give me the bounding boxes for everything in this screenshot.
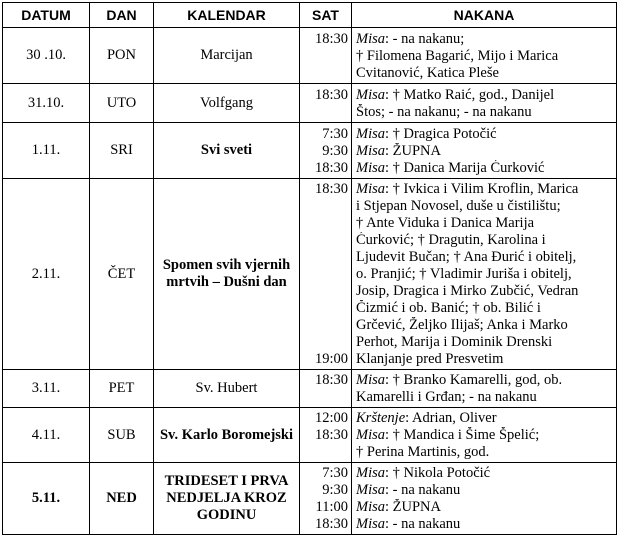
intention-line bbox=[352, 482, 616, 499]
intention-cell bbox=[352, 123, 617, 179]
intention-text: : † Nikola Potočić bbox=[385, 465, 491, 481]
intention-type: Misa bbox=[356, 181, 385, 197]
time-spacer bbox=[300, 334, 351, 351]
intention-type: Misa bbox=[356, 427, 385, 443]
time-spacer bbox=[300, 232, 351, 249]
intention-line bbox=[352, 410, 616, 427]
schedule-row bbox=[3, 84, 617, 123]
header-sat: SAT bbox=[300, 3, 352, 28]
intention-text: : † Danica Marija Ćurković bbox=[385, 160, 545, 176]
intention-line bbox=[352, 104, 616, 121]
intention-line bbox=[352, 215, 616, 232]
intention-cell bbox=[352, 370, 617, 408]
time-spacer bbox=[300, 444, 351, 461]
time-spacer bbox=[300, 249, 351, 266]
intention-cell bbox=[352, 408, 617, 463]
mass-time: 18:30 bbox=[314, 427, 348, 443]
intention-cell bbox=[352, 84, 617, 123]
mass-time: 19:00 bbox=[314, 351, 348, 367]
mass-time: 18:30 bbox=[314, 181, 348, 197]
day-cell: PET bbox=[90, 370, 154, 408]
date-cell: 3.11. bbox=[3, 370, 90, 408]
intention-text: † Filomena Bagarić, Mijo i Marica bbox=[356, 48, 559, 64]
intention-line bbox=[352, 427, 616, 444]
intention-type: Misa bbox=[356, 160, 385, 176]
intention-line bbox=[352, 198, 616, 215]
calendar-cell: Marcijan bbox=[154, 28, 300, 84]
intention-cell bbox=[352, 179, 617, 370]
header-kalendar: KALENDAR bbox=[154, 3, 300, 28]
intention-line bbox=[352, 351, 616, 368]
intention-line bbox=[352, 65, 616, 82]
time-cell bbox=[300, 28, 352, 84]
intention-line bbox=[352, 249, 616, 266]
intention-line bbox=[352, 232, 616, 249]
schedule-row bbox=[3, 463, 617, 535]
intention-line bbox=[352, 465, 616, 482]
intention-type: Krštenje bbox=[356, 410, 406, 426]
intention-type: Misa bbox=[356, 143, 385, 159]
intention-type: Misa bbox=[356, 482, 385, 498]
intention-text: Kamarelli i Grđan; - na nakanu bbox=[356, 389, 537, 405]
date-cell: 30 .10. bbox=[3, 28, 90, 84]
schedule-row bbox=[3, 179, 617, 370]
time-spacer bbox=[300, 48, 351, 65]
time-spacer bbox=[300, 283, 351, 300]
intention-line bbox=[352, 160, 616, 177]
intention-text: : † Matko Raić, god., Danijel bbox=[385, 87, 555, 103]
date-cell: 2.11. bbox=[3, 179, 90, 370]
calendar-cell: Sv. Hubert bbox=[154, 370, 300, 408]
header-datum: DATUM bbox=[3, 3, 90, 28]
time-spacer bbox=[300, 317, 351, 334]
time-spacer bbox=[300, 104, 351, 121]
day-cell: ČET bbox=[90, 179, 154, 370]
intention-text: Josip, Dragica i Mirko Zubčić, Vedran bbox=[356, 283, 579, 299]
time-cell bbox=[300, 84, 352, 123]
intention-line bbox=[352, 300, 616, 317]
intention-line bbox=[352, 87, 616, 104]
intention-text: Ćurković; † Dragutin, Karolina i bbox=[356, 232, 546, 248]
intention-line bbox=[352, 389, 616, 406]
intention-type: Misa bbox=[356, 499, 385, 515]
date-cell: 31.10. bbox=[3, 84, 90, 123]
mass-time: 7:30 bbox=[322, 126, 348, 142]
day-cell: NED bbox=[90, 463, 154, 535]
intention-text: : ŽUPNA bbox=[385, 499, 441, 515]
intention-text: : Adrian, Oliver bbox=[405, 410, 497, 426]
mass-time: 18:30 bbox=[314, 160, 348, 176]
intention-line bbox=[352, 334, 616, 351]
mass-time: 18:30 bbox=[314, 516, 348, 532]
calendar-cell: Svi sveti bbox=[154, 123, 300, 179]
intention-line bbox=[352, 48, 616, 65]
intention-cell bbox=[352, 28, 617, 84]
mass-time: 7:30 bbox=[322, 465, 348, 481]
intention-text: Perhot, Marija i Dominik Drenski bbox=[356, 334, 553, 350]
intention-line bbox=[352, 516, 616, 533]
intention-text: Klanjanje pred Presvetim bbox=[356, 351, 504, 367]
intention-text: Cvitanović, Katica Pleše bbox=[356, 65, 499, 81]
intention-text: : - na nakanu bbox=[385, 482, 461, 498]
day-cell: SRI bbox=[90, 123, 154, 179]
date-cell: 4.11. bbox=[3, 408, 90, 463]
intention-text: : - na nakanu bbox=[385, 516, 461, 532]
time-cell bbox=[300, 179, 352, 370]
mass-time: 18:30 bbox=[314, 372, 348, 388]
calendar-cell: Sv. Karlo Boromejski bbox=[154, 408, 300, 463]
time-cell bbox=[300, 408, 352, 463]
mass-time: 9:30 bbox=[322, 482, 348, 498]
day-cell: SUB bbox=[90, 408, 154, 463]
intention-text: : † Mandica i Šime Špelić; bbox=[385, 427, 540, 443]
intention-text: † Perina Martinis, god. bbox=[356, 444, 490, 460]
mass-time: 9:30 bbox=[322, 143, 348, 159]
intention-line bbox=[352, 266, 616, 283]
time-cell bbox=[300, 123, 352, 179]
calendar-cell: Spomen svih vjernih mrtvih – Dušni dan bbox=[154, 179, 300, 370]
time-spacer bbox=[300, 215, 351, 232]
day-cell: PON bbox=[90, 28, 154, 84]
intention-text: Čizmić i ob. Banić; † ob. Bilić i bbox=[356, 300, 541, 316]
intention-type: Misa bbox=[356, 31, 385, 47]
intention-text: † Ante Viduka i Danica Marija bbox=[356, 215, 535, 231]
intention-text: i Stjepan Novosel, duše u čistilištu; bbox=[356, 198, 561, 214]
mass-time: 11:00 bbox=[315, 499, 348, 515]
intention-text: : † Ivkica i Vilim Kroflin, Marica bbox=[385, 181, 579, 197]
intention-line bbox=[352, 372, 616, 389]
time-spacer bbox=[300, 65, 351, 82]
intention-line bbox=[352, 143, 616, 160]
intention-text: Grčević, Željko Ilijaš; Anka i Marko bbox=[356, 317, 568, 333]
intention-type: Misa bbox=[356, 516, 385, 532]
intention-line bbox=[352, 181, 616, 198]
intention-type: Misa bbox=[356, 372, 385, 388]
time-spacer bbox=[300, 389, 351, 406]
intention-cell bbox=[352, 463, 617, 535]
header-row bbox=[3, 3, 617, 28]
intention-text: : † Branko Kamarelli, god, ob. bbox=[385, 372, 563, 388]
intention-text: : ŽUPNA bbox=[385, 143, 441, 159]
calendar-cell: TRIDESET I PRVA NEDJELJA KROZ GODINU bbox=[154, 463, 300, 535]
mass-time: 12:00 bbox=[314, 410, 348, 426]
intention-line bbox=[352, 444, 616, 461]
time-cell bbox=[300, 463, 352, 535]
mass-time: 18:30 bbox=[314, 87, 348, 103]
date-cell: 1.11. bbox=[3, 123, 90, 179]
intention-type: Misa bbox=[356, 126, 385, 142]
intention-type: Misa bbox=[356, 87, 385, 103]
time-spacer bbox=[300, 266, 351, 283]
intention-line bbox=[352, 499, 616, 516]
schedule-row bbox=[3, 370, 617, 408]
calendar-cell: Volfgang bbox=[154, 84, 300, 123]
intention-line bbox=[352, 31, 616, 48]
header-nakana: NAKANA bbox=[352, 3, 617, 28]
time-spacer bbox=[300, 198, 351, 215]
intention-text: Štos; - na nakanu; - na nakanu bbox=[356, 104, 532, 120]
intention-line bbox=[352, 283, 616, 300]
header-dan: DAN bbox=[90, 3, 154, 28]
date-cell: 5.11. bbox=[3, 463, 90, 535]
time-spacer bbox=[300, 300, 351, 317]
intention-line bbox=[352, 126, 616, 143]
time-cell bbox=[300, 370, 352, 408]
intention-text: : † Dragica Potočić bbox=[385, 126, 497, 142]
intention-text: : - na nakanu; bbox=[385, 31, 465, 47]
intention-text: o. Pranjić; † Vladimir Juriša i obitelj, bbox=[356, 266, 572, 282]
schedule-row bbox=[3, 28, 617, 84]
intention-type: Misa bbox=[356, 465, 385, 481]
intention-line bbox=[352, 317, 616, 334]
mass-schedule-table bbox=[2, 2, 617, 535]
intention-text: Ljudevit Bučan; † Ana Đurić i obitelj, bbox=[356, 249, 577, 265]
schedule-row bbox=[3, 123, 617, 179]
day-cell: UTO bbox=[90, 84, 154, 123]
schedule-row bbox=[3, 408, 617, 463]
mass-time: 18:30 bbox=[314, 31, 348, 47]
